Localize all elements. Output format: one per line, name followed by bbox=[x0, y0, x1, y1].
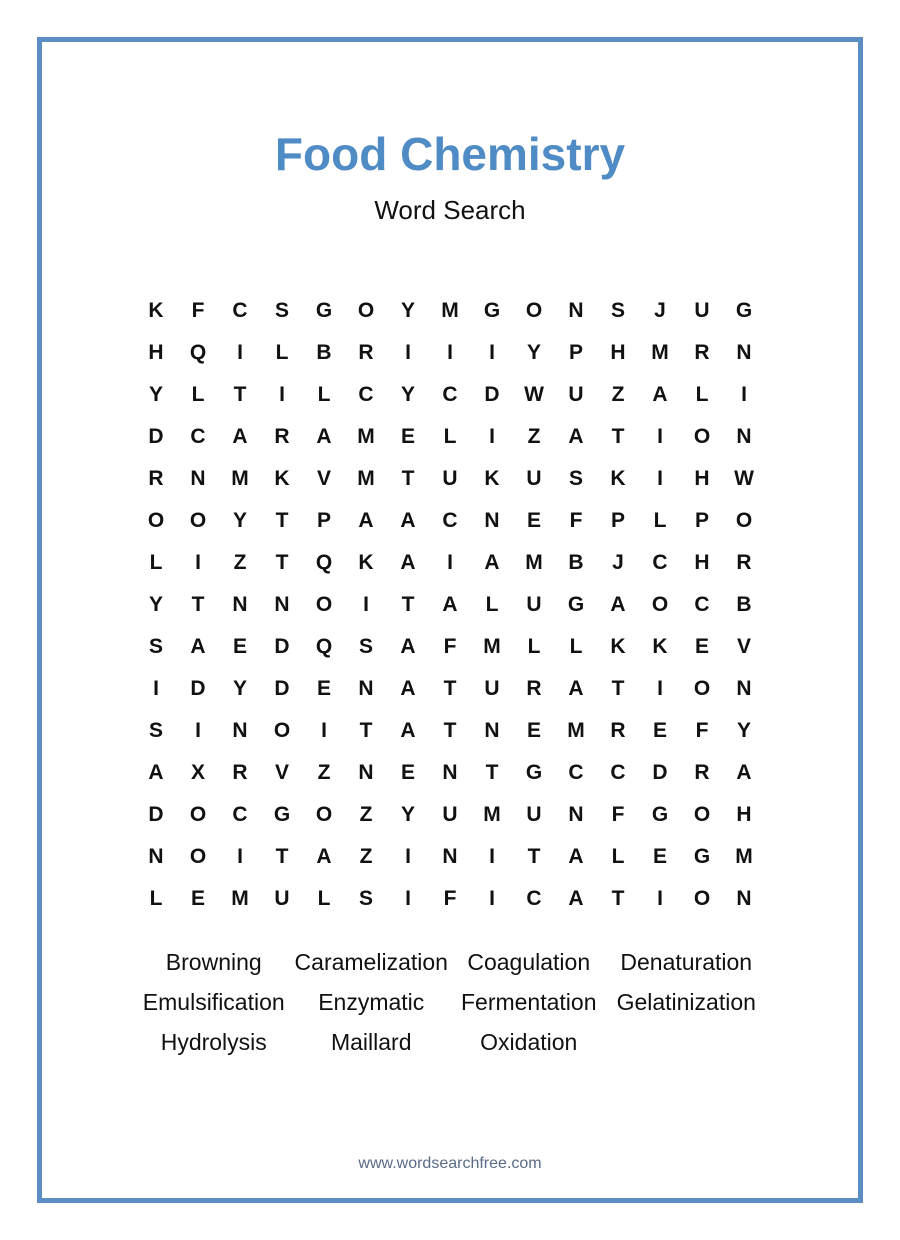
grid-cell: N bbox=[568, 803, 584, 826]
grid-cell: L bbox=[611, 845, 625, 868]
grid-cell: D bbox=[148, 803, 164, 826]
grid-cell: Z bbox=[611, 383, 625, 406]
grid-row bbox=[135, 752, 765, 794]
grid-cell: R bbox=[694, 761, 710, 784]
grid-cell: I bbox=[741, 383, 747, 406]
grid-cell: I bbox=[405, 845, 411, 868]
grid-cell: T bbox=[527, 845, 541, 868]
word-list-item: Gelatinization bbox=[616, 989, 756, 1015]
word-list-item: Denaturation bbox=[620, 949, 753, 975]
grid-cell: R bbox=[148, 467, 164, 490]
grid-cell: E bbox=[526, 509, 541, 532]
letter-grid bbox=[135, 290, 765, 920]
grid-cell: K bbox=[358, 551, 374, 574]
grid-cell: U bbox=[484, 677, 500, 700]
grid-cell: U bbox=[274, 887, 290, 910]
grid-cell: I bbox=[489, 341, 495, 364]
puzzle-title: Food Chemistry bbox=[274, 128, 626, 180]
grid-cell: A bbox=[400, 635, 416, 658]
grid-cell: G bbox=[315, 299, 333, 322]
grid-cell: U bbox=[526, 467, 542, 490]
grid-cell: Y bbox=[400, 803, 415, 826]
grid-cell: N bbox=[274, 593, 290, 616]
grid-cell: A bbox=[358, 509, 374, 532]
grid-cell: S bbox=[358, 887, 373, 910]
grid-cell: A bbox=[568, 887, 584, 910]
grid-cell: T bbox=[191, 593, 205, 616]
grid-cell: U bbox=[694, 299, 710, 322]
grid-cell: N bbox=[568, 299, 584, 322]
grid-cell: K bbox=[148, 299, 164, 322]
grid-cell: M bbox=[525, 551, 543, 574]
grid-cell: G bbox=[735, 299, 753, 322]
grid-cell: S bbox=[568, 467, 583, 490]
grid-cell: A bbox=[232, 425, 248, 448]
grid-cell: O bbox=[273, 719, 291, 742]
grid-cell: C bbox=[442, 509, 458, 532]
grid-cell: I bbox=[489, 425, 495, 448]
grid-cell: C bbox=[442, 383, 458, 406]
grid-cell: D bbox=[148, 425, 164, 448]
grid-cell: M bbox=[735, 845, 753, 868]
grid-cell: I bbox=[657, 425, 663, 448]
grid-cell: E bbox=[526, 719, 541, 742]
grid-cell: G bbox=[525, 761, 543, 784]
grid-cell: I bbox=[237, 845, 243, 868]
grid-cell: I bbox=[279, 383, 285, 406]
grid-cell: L bbox=[653, 509, 667, 532]
grid-cell: Q bbox=[189, 341, 207, 364]
grid-cell: V bbox=[316, 467, 331, 490]
grid-cell: D bbox=[484, 383, 500, 406]
grid-row bbox=[135, 626, 765, 668]
grid-cell: E bbox=[316, 677, 331, 700]
grid-cell: N bbox=[484, 719, 500, 742]
grid-cell: M bbox=[231, 887, 249, 910]
grid-cell: I bbox=[657, 467, 663, 490]
grid-cell: N bbox=[736, 341, 752, 364]
grid-cell: T bbox=[611, 425, 625, 448]
grid-cell: A bbox=[610, 593, 626, 616]
grid-cell: L bbox=[149, 887, 163, 910]
grid-cell: G bbox=[567, 593, 585, 616]
grid-row bbox=[135, 374, 765, 416]
word-list-item: Enzymatic bbox=[318, 989, 425, 1015]
grid-cell: C bbox=[610, 761, 626, 784]
grid-cell: R bbox=[694, 341, 710, 364]
grid-row bbox=[135, 710, 765, 752]
grid-cell: U bbox=[568, 383, 584, 406]
grid-cell: T bbox=[443, 677, 457, 700]
grid-cell: A bbox=[316, 845, 332, 868]
grid-cell: S bbox=[610, 299, 625, 322]
grid-cell: I bbox=[321, 719, 327, 742]
grid-cell: C bbox=[652, 551, 668, 574]
grid-cell: Q bbox=[315, 551, 333, 574]
word-list-item: Browning bbox=[165, 949, 262, 975]
grid-cell: M bbox=[483, 803, 501, 826]
grid-cell: A bbox=[442, 593, 458, 616]
grid-cell: I bbox=[489, 845, 495, 868]
grid-cell: I bbox=[405, 887, 411, 910]
grid-cell: I bbox=[237, 341, 243, 364]
grid-cell: N bbox=[442, 761, 458, 784]
grid-cell: P bbox=[694, 509, 709, 532]
grid-row bbox=[135, 878, 765, 920]
grid-cell: R bbox=[232, 761, 248, 784]
grid-row bbox=[135, 668, 765, 710]
grid-cell: M bbox=[357, 467, 375, 490]
grid-row bbox=[135, 542, 765, 584]
grid-cell: I bbox=[489, 887, 495, 910]
word-list-item: Caramelization bbox=[294, 949, 448, 975]
grid-cell: T bbox=[443, 719, 457, 742]
grid-cell: T bbox=[275, 845, 289, 868]
word-list-item: Oxidation bbox=[480, 1029, 578, 1055]
grid-cell: K bbox=[610, 635, 626, 658]
grid-cell: O bbox=[189, 803, 207, 826]
grid-cell: U bbox=[526, 803, 542, 826]
grid-cell: L bbox=[527, 635, 541, 658]
grid-cell: Y bbox=[400, 299, 415, 322]
grid-cell: F bbox=[443, 887, 457, 910]
grid-cell: Z bbox=[233, 551, 247, 574]
grid-cell: P bbox=[316, 509, 331, 532]
grid-cell: L bbox=[191, 383, 205, 406]
grid-cell: L bbox=[149, 551, 163, 574]
grid-cell: C bbox=[232, 803, 248, 826]
grid-cell: F bbox=[569, 509, 583, 532]
grid-cell: C bbox=[358, 383, 374, 406]
grid-cell: I bbox=[447, 341, 453, 364]
grid-cell: L bbox=[275, 341, 289, 364]
grid-cell: E bbox=[190, 887, 205, 910]
grid-cell: E bbox=[694, 635, 709, 658]
grid-cell: R bbox=[610, 719, 626, 742]
grid-cell: U bbox=[442, 803, 458, 826]
grid-row bbox=[135, 416, 765, 458]
grid-cell: M bbox=[567, 719, 585, 742]
grid-cell: J bbox=[612, 551, 624, 574]
grid-cell: G bbox=[693, 845, 711, 868]
grid-cell: T bbox=[359, 719, 373, 742]
grid-cell: A bbox=[652, 383, 668, 406]
grid-cell: E bbox=[652, 845, 667, 868]
grid-cell: A bbox=[400, 509, 416, 532]
grid-cell: N bbox=[736, 677, 752, 700]
grid-cell: A bbox=[316, 425, 332, 448]
grid-cell: E bbox=[652, 719, 667, 742]
grid-cell: M bbox=[651, 341, 669, 364]
grid-cell: I bbox=[405, 341, 411, 364]
grid-cell: R bbox=[736, 551, 752, 574]
grid-cell: M bbox=[483, 635, 501, 658]
grid-cell: L bbox=[317, 887, 331, 910]
grid-row bbox=[135, 794, 765, 836]
grid-cell: F bbox=[443, 635, 457, 658]
grid-cell: B bbox=[316, 341, 332, 364]
grid-cell: E bbox=[400, 761, 415, 784]
grid-cell: K bbox=[484, 467, 500, 490]
grid-cell: A bbox=[400, 551, 416, 574]
grid-cell: K bbox=[274, 467, 290, 490]
grid-cell: Z bbox=[359, 845, 373, 868]
grid-cell: M bbox=[231, 467, 249, 490]
grid-cell: N bbox=[232, 593, 248, 616]
grid-cell: A bbox=[148, 761, 164, 784]
grid-cell: Y bbox=[148, 383, 163, 406]
grid-cell: H bbox=[610, 341, 626, 364]
grid-cell: I bbox=[363, 593, 369, 616]
grid-cell: B bbox=[736, 593, 752, 616]
grid-cell: T bbox=[485, 761, 499, 784]
grid-cell: N bbox=[442, 845, 458, 868]
grid-cell: A bbox=[190, 635, 206, 658]
grid-cell: S bbox=[148, 635, 163, 658]
grid-cell: Y bbox=[736, 719, 751, 742]
grid-cell: R bbox=[274, 425, 290, 448]
puzzle-subtitle: Word Search bbox=[374, 195, 526, 225]
grid-cell: A bbox=[400, 719, 416, 742]
grid-cell: P bbox=[568, 341, 583, 364]
grid-cell: O bbox=[189, 845, 207, 868]
grid-cell: H bbox=[736, 803, 752, 826]
grid-cell: G bbox=[483, 299, 501, 322]
grid-cell: H bbox=[148, 341, 164, 364]
grid-cell: N bbox=[484, 509, 500, 532]
grid-cell: G bbox=[651, 803, 669, 826]
grid-cell: U bbox=[526, 593, 542, 616]
grid-cell: S bbox=[148, 719, 163, 742]
grid-cell: E bbox=[232, 635, 247, 658]
grid-cell: C bbox=[568, 761, 584, 784]
grid-cell: X bbox=[190, 761, 205, 784]
grid-cell: O bbox=[315, 593, 333, 616]
grid-cell: O bbox=[357, 299, 375, 322]
grid-cell: M bbox=[441, 299, 459, 322]
grid-cell: Y bbox=[400, 383, 415, 406]
grid-row bbox=[135, 836, 765, 878]
grid-cell: N bbox=[736, 887, 752, 910]
grid-cell: T bbox=[401, 467, 415, 490]
grid-cell: H bbox=[694, 467, 710, 490]
grid-cell: T bbox=[275, 509, 289, 532]
grid-cell: I bbox=[195, 719, 201, 742]
grid-cell: D bbox=[274, 635, 290, 658]
word-list-item: Fermentation bbox=[460, 989, 597, 1015]
grid-row bbox=[135, 500, 765, 542]
grid-cell: C bbox=[232, 299, 248, 322]
word-list bbox=[135, 942, 765, 1062]
grid-cell: O bbox=[189, 509, 207, 532]
grid-cell: D bbox=[274, 677, 290, 700]
grid-cell: O bbox=[693, 887, 711, 910]
grid-cell: A bbox=[568, 677, 584, 700]
grid-cell: Y bbox=[232, 509, 247, 532]
grid-cell: Y bbox=[232, 677, 247, 700]
grid-cell: T bbox=[275, 551, 289, 574]
grid-cell: C bbox=[526, 887, 542, 910]
grid-cell: G bbox=[273, 803, 291, 826]
grid-cell: F bbox=[191, 299, 205, 322]
grid-cell: I bbox=[153, 677, 159, 700]
grid-cell: R bbox=[358, 341, 374, 364]
grid-cell: W bbox=[734, 467, 754, 490]
grid-cell: O bbox=[651, 593, 669, 616]
grid-cell: O bbox=[315, 803, 333, 826]
grid-cell: A bbox=[568, 845, 584, 868]
grid-cell: E bbox=[400, 425, 415, 448]
grid-cell: K bbox=[610, 467, 626, 490]
grid-cell: R bbox=[526, 677, 542, 700]
grid-cell: I bbox=[195, 551, 201, 574]
grid-cell: S bbox=[358, 635, 373, 658]
grid-cell: Z bbox=[317, 761, 331, 784]
grid-cell: K bbox=[652, 635, 668, 658]
grid-cell: C bbox=[694, 593, 710, 616]
grid-cell: L bbox=[695, 383, 709, 406]
grid-cell: U bbox=[442, 467, 458, 490]
grid-cell: L bbox=[443, 425, 457, 448]
grid-cell: L bbox=[569, 635, 583, 658]
grid-cell: N bbox=[148, 845, 164, 868]
grid-row bbox=[135, 332, 765, 374]
grid-cell: L bbox=[317, 383, 331, 406]
grid-cell: Y bbox=[148, 593, 163, 616]
grid-cell: V bbox=[274, 761, 289, 784]
grid-cell: A bbox=[736, 761, 752, 784]
grid-cell: V bbox=[736, 635, 751, 658]
word-list-item: Hydrolysis bbox=[160, 1029, 267, 1055]
grid-cell: A bbox=[400, 677, 416, 700]
grid-row bbox=[135, 290, 765, 332]
grid-cell: T bbox=[611, 887, 625, 910]
grid-cell: Z bbox=[527, 425, 541, 448]
grid-cell: N bbox=[358, 677, 374, 700]
grid-cell: A bbox=[484, 551, 500, 574]
footer-url: www.wordsearchfree.com bbox=[358, 1155, 542, 1172]
grid-cell: S bbox=[274, 299, 289, 322]
grid-cell: P bbox=[610, 509, 625, 532]
grid-row bbox=[135, 584, 765, 626]
grid-cell: N bbox=[190, 467, 206, 490]
grid-cell: D bbox=[190, 677, 206, 700]
grid-cell: T bbox=[401, 593, 415, 616]
grid-cell: O bbox=[693, 425, 711, 448]
grid-cell: H bbox=[694, 551, 710, 574]
grid-cell: F bbox=[611, 803, 625, 826]
grid-cell: B bbox=[568, 551, 584, 574]
word-list-item: Coagulation bbox=[467, 949, 591, 975]
grid-cell: O bbox=[735, 509, 753, 532]
grid-cell: A bbox=[568, 425, 584, 448]
grid-cell: Y bbox=[526, 341, 541, 364]
grid-cell: W bbox=[524, 383, 544, 406]
grid-cell: Q bbox=[315, 635, 333, 658]
grid-cell: T bbox=[611, 677, 625, 700]
grid-cell: Z bbox=[359, 803, 373, 826]
grid-cell: I bbox=[447, 551, 453, 574]
grid-cell: N bbox=[358, 761, 374, 784]
grid-cell: C bbox=[190, 425, 206, 448]
grid-cell: I bbox=[657, 887, 663, 910]
grid-cell: T bbox=[233, 383, 247, 406]
grid-cell: O bbox=[693, 803, 711, 826]
grid-cell: N bbox=[232, 719, 248, 742]
grid-cell: N bbox=[736, 425, 752, 448]
grid-cell: O bbox=[693, 677, 711, 700]
word-list-item: Maillard bbox=[330, 1029, 412, 1055]
grid-row bbox=[135, 458, 765, 500]
grid-cell: M bbox=[357, 425, 375, 448]
grid-cell: F bbox=[695, 719, 709, 742]
grid-cell: D bbox=[652, 761, 668, 784]
grid-cell: I bbox=[657, 677, 663, 700]
grid-cell: O bbox=[147, 509, 165, 532]
grid-cell: L bbox=[485, 593, 499, 616]
grid-cell: O bbox=[525, 299, 543, 322]
word-list-item: Emulsification bbox=[142, 989, 285, 1015]
grid-cell: J bbox=[654, 299, 666, 322]
